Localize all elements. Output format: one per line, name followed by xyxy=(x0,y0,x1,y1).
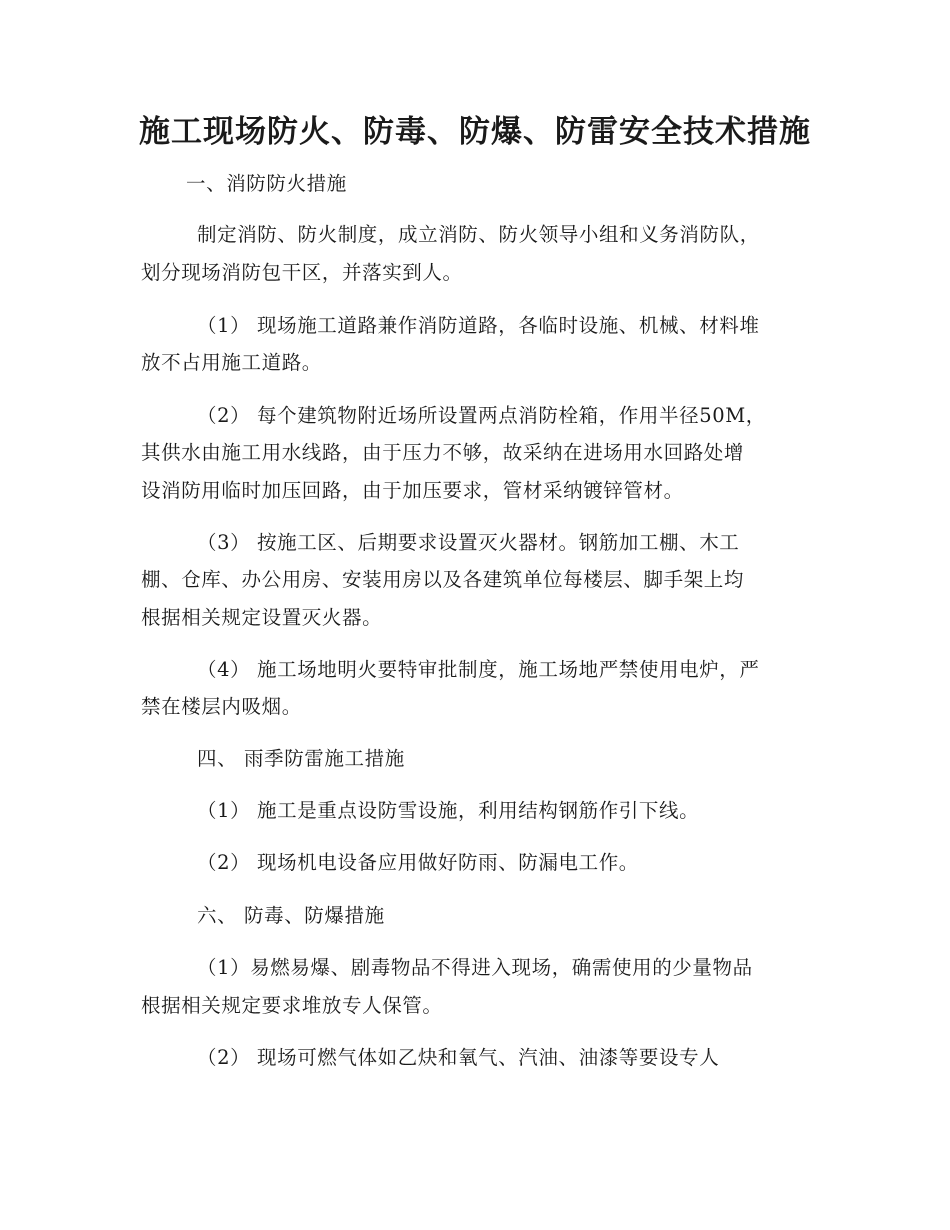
document-title: 施工现场防火、防毒、防爆、防雷安全技术措施 xyxy=(139,114,811,150)
poison-item-1-line-2: 根据相关规定要求堆放专人保管。 xyxy=(141,994,443,1017)
fire-item-1-line-2: 放不占用施工道路。 xyxy=(141,351,322,374)
fire-item-3-line-3: 根据相关规定设置灭火器。 xyxy=(141,606,383,629)
fire-item-3-line-1: （3） 按施工区、后期要求设置灭火器材。钢筋加工棚、木工 xyxy=(197,531,740,554)
section-heading-anti-poison: 六、 防毒、防爆措施 xyxy=(197,904,385,927)
intro-paragraph-line-1: 制定消防、防火制度，成立消防、防火领导小组和义务消防队， xyxy=(197,223,760,246)
fire-item-4-line-2: 禁在楼层内吸烟。 xyxy=(141,695,302,718)
lightning-item-2: （2） 现场机电设备应用做好防雨、防漏电工作。 xyxy=(197,851,639,874)
fire-item-2-line-2: 其供水由施工用水线路，由于压力不够，故采纳在进场用水回路处增 xyxy=(141,441,745,464)
intro-paragraph-line-2: 划分现场消防包干区，并落实到人。 xyxy=(141,261,463,284)
fire-item-2-line-1: （2） 每个建筑物附近场所设置两点消防栓箱，作用半径50M， xyxy=(197,404,766,427)
poison-item-2-line-1: （2） 现场可燃气体如乙炔和氧气、汽油、油漆等要设专人 xyxy=(197,1046,720,1069)
fire-item-3-line-2: 棚、仓库、办公用房、安装用房以及各建筑单位每楼层、脚手架上均 xyxy=(141,568,745,591)
fire-item-4-line-1: （4） 施工场地明火要特审批制度，施工场地严禁使用电炉，严 xyxy=(197,658,760,681)
fire-item-1-line-1: （1） 现场施工道路兼作消防道路，各临时设施、机械、材料堆 xyxy=(197,314,760,337)
section-heading-lightning: 四、 雨季防雷施工措施 xyxy=(197,747,405,770)
section-heading-fire-prevention: 一、消防防火措施 xyxy=(186,172,347,195)
poison-item-1-line-1: （1）易燃易爆、剧毒物品不得进入现场，确需使用的少量物品 xyxy=(197,956,753,979)
fire-item-2-line-3: 设消防用临时加压回路，由于加压要求，管材采纳镀锌管材。 xyxy=(141,479,684,502)
lightning-item-1: （1） 施工是重点设防雪设施，利用结构钢筋作引下线。 xyxy=(197,799,700,822)
